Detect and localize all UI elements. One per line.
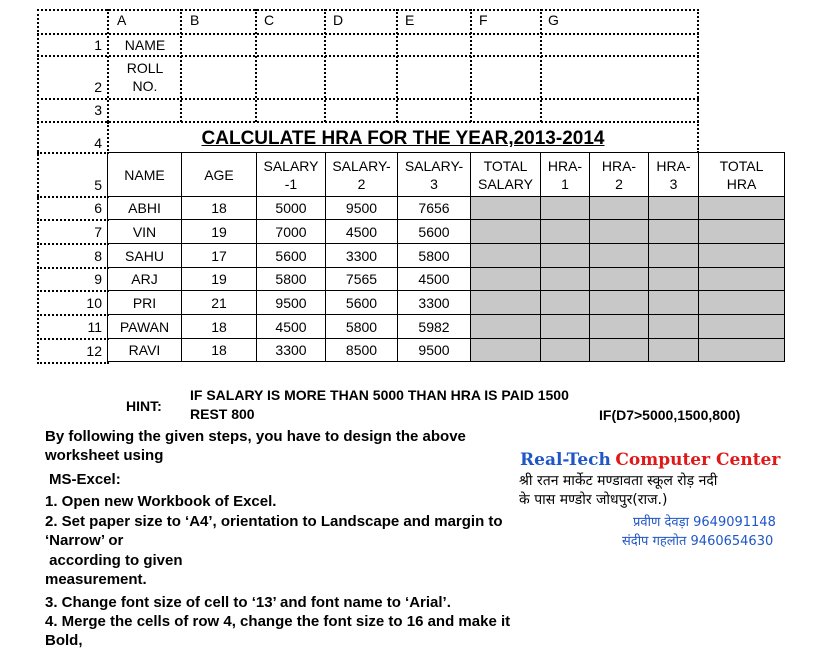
header-cell-4[interactable] [326,154,397,195]
table-cell-s3[interactable]: 5800 [418,247,450,264]
table-cell-s3[interactable]: 3300 [418,294,450,311]
table-cell-empty[interactable] [699,220,784,243]
table-cell-s2[interactable]: 9500 [345,200,378,216]
table-cell-empty[interactable] [590,315,648,338]
table-cell-age[interactable]: 18 [211,318,227,335]
column-header-d[interactable]: D [333,12,344,28]
header-line1: HRA- [656,157,691,174]
table-cell-s2[interactable]: 8500 [345,342,378,358]
column-header-f[interactable]: F [479,12,488,28]
table-cell-s3[interactable]: 5982 [418,318,450,335]
table-cell-age[interactable]: 19 [211,223,227,240]
table-cell-empty[interactable] [699,315,784,338]
table-cell-age[interactable]: 18 [211,200,227,216]
step-2-cont-1: ‘Narrow’ or [45,532,124,549]
cell-a2-line1: ROLL [126,60,164,76]
table-cell-empty[interactable] [471,244,540,267]
table-cell-name[interactable]: ARJ [131,271,158,287]
header-cell-5[interactable] [398,154,470,195]
column-header-b[interactable]: B [190,12,200,28]
table-cell-s3[interactable]: 5600 [418,223,450,240]
table-cell-s2[interactable]: 3300 [345,247,378,264]
table-cell-s1[interactable]: 5000 [275,200,307,216]
table-cell-name[interactable]: PAWAN [119,318,170,335]
column-header-e[interactable]: E [405,12,415,28]
table-cell-empty[interactable] [541,291,589,314]
table-cell-age[interactable]: 17 [211,247,227,264]
table-cell-empty[interactable] [590,244,648,267]
table-cell-name[interactable]: ABHI [128,200,161,216]
intro-line1: By following the given steps, you have to design the above [45,428,466,445]
page-title[interactable]: CALCULATE HRA FOR THE YEAR,2013-2014 [201,128,605,149]
step-1: 1. Open new Workbook of Excel. [45,493,277,510]
table-cell-empty[interactable] [649,291,698,314]
table-cell-empty[interactable] [699,291,784,314]
row-number-2[interactable]: 2 [94,79,102,95]
contact-1 [633,512,776,530]
column-header-c[interactable]: C [264,12,275,28]
table-cell-empty[interactable] [471,197,540,219]
step-2: 2. Set paper size to ‘A4’, orientation to Landscape and margin to [45,513,503,530]
table-cell-age[interactable]: 18 [211,342,227,358]
header-line1: AGE [204,166,234,183]
table-cell-empty[interactable] [649,220,698,243]
header-line1: TOTAL [483,157,528,174]
table-cell-empty[interactable] [471,291,540,314]
table-cell-empty[interactable] [590,291,648,314]
formula-text: IF(D7>5000,1500,800) [599,407,741,423]
header-cell-1[interactable] [108,154,181,195]
hint-line2: REST 800 [190,406,255,422]
table-cell-empty[interactable] [471,315,540,338]
header-cell-2[interactable] [182,154,256,195]
header-cell-8[interactable] [590,154,648,195]
step-4-cont: Bold, [45,632,83,649]
row-number-11[interactable]: 11 [87,318,102,335]
step-2-cont-3: measurement. [45,571,147,588]
table-cell-name[interactable]: PRI [132,294,157,311]
contact-1-phone: 9649091148 [693,515,776,530]
row-number-10[interactable]: 10 [86,294,102,311]
row-number-12[interactable]: 12 [86,342,102,359]
header-line1: HRA- [601,157,637,174]
header-line2: 3 [430,175,438,192]
table-cell-empty[interactable] [590,339,648,361]
table-cell-empty[interactable] [699,339,784,361]
hint-label: HINT: [126,398,162,414]
header-cell-3[interactable] [257,154,325,195]
cell-a1[interactable]: NAME [124,36,166,53]
step-3: 3. Change font size of cell to ‘13’ and font name to ‘Arial’. [45,594,451,611]
contact-2-phone: 9460654630 [690,534,774,549]
cell-a2-line2: NO. [132,78,158,94]
table-cell-s2[interactable]: 4500 [345,223,378,240]
header-line2: -1 [284,175,298,192]
table-cell-s1[interactable]: 9500 [275,294,307,311]
table-cell-s1[interactable]: 7000 [275,223,307,240]
table-cell-name[interactable]: SAHU [125,247,164,264]
table-cell-empty[interactable] [541,220,589,243]
table-cell-empty[interactable] [699,268,784,290]
header-cell-9[interactable] [649,154,698,195]
header-line2: SALARY [478,175,533,192]
table-cell-empty[interactable] [649,315,698,338]
table-cell-empty[interactable] [649,197,698,219]
table-cell-name[interactable]: VIN [132,223,157,240]
header-line1: TOTAL [719,157,764,174]
ms-excel-label: MS-Excel: [49,471,121,488]
header-cell-10[interactable] [699,154,784,195]
contact-1-name: प्रवीण देवड़ा [633,515,689,530]
row-number-8[interactable]: 8 [94,247,102,264]
row-number-6[interactable]: 6 [94,200,102,216]
hint-line1: IF SALARY IS MORE THAN 5000 THAN HRA IS PAID 1500 [190,387,569,403]
table-cell-empty[interactable] [649,339,698,361]
table-cell-empty[interactable] [699,244,784,267]
step-2-cont-2: according to given [45,552,183,569]
table-cell-name[interactable]: RAVI [128,342,161,358]
header-line1: SALARY [263,157,319,174]
table-cell-empty[interactable] [649,244,698,267]
row-number-1[interactable]: 1 [94,37,102,53]
address-line1: श्री रतन मार्केट मण्डावता स्कूल रोड़ नदी [519,473,718,489]
header-line1: SALARY- [332,157,391,174]
brand-name-part2: Computer Center [615,450,781,470]
table-cell-empty[interactable] [699,197,784,219]
table-cell-s1[interactable]: 4500 [275,318,307,335]
table-cell-s1[interactable]: 3300 [275,342,307,358]
step-4: 4. Merge the cells of row 4, change the font size to 16 and make it [45,613,511,630]
table-cell-empty[interactable] [541,197,589,219]
table-cell-s2[interactable]: 7565 [345,271,378,287]
table-cell-empty[interactable] [541,268,589,290]
table-cell-empty[interactable] [541,244,589,267]
row-number-3[interactable]: 3 [94,102,102,118]
intro-line2: worksheet using [45,447,164,464]
table-cell-s3[interactable]: 9500 [418,342,450,358]
header-line1: HRA- [547,157,583,174]
header-line1: SALARY- [404,157,464,174]
header-line2: HRA [726,175,757,192]
table-cell-empty[interactable] [590,197,648,219]
contact-2-name: संदीप गहलोत [622,534,687,549]
header-line2: 3 [669,175,678,192]
table-cell-age[interactable]: 21 [211,294,227,311]
header-line2: 2 [615,175,623,192]
table-cell-s1[interactable]: 5600 [275,247,307,264]
table-cell-empty[interactable] [471,339,540,361]
column-header-a[interactable]: A [117,12,127,28]
header-line2: 1 [561,175,569,192]
table-cell-s2[interactable]: 5800 [345,318,378,335]
contact-2 [622,531,773,549]
table-cell-empty[interactable] [471,220,540,243]
brand-logo [520,450,780,470]
table-cell-s3[interactable]: 4500 [418,271,450,287]
table-cell-age[interactable]: 19 [211,271,227,287]
table-cell-empty[interactable] [471,268,540,290]
cell-a2[interactable] [108,56,182,98]
table-cell-empty[interactable] [541,315,589,338]
header-cell-7[interactable] [541,154,589,195]
row-number-7[interactable]: 7 [94,223,102,240]
brand-name-part1: Real-Tech [520,450,611,470]
table-cell-empty[interactable] [590,268,648,290]
header-line2: 2 [357,175,366,192]
table-cell-empty[interactable] [590,220,648,243]
row-number-4[interactable]: 4 [94,135,102,151]
table-cell-s1[interactable]: 5800 [275,271,307,287]
table-cell-s2[interactable]: 5600 [345,294,378,311]
table-cell-empty[interactable] [649,268,698,290]
row-number-5[interactable]: 5 [94,177,102,193]
table-cell-empty[interactable] [541,339,589,361]
header-cell-6[interactable] [471,154,540,195]
header-line1: NAME [124,166,165,183]
address-line2: के पास मण्डोर जोधपुर(राज.) [519,492,668,508]
row-number-9[interactable]: 9 [94,271,102,287]
table-cell-s3[interactable]: 7656 [418,200,450,216]
column-header-g[interactable]: G [548,12,559,28]
